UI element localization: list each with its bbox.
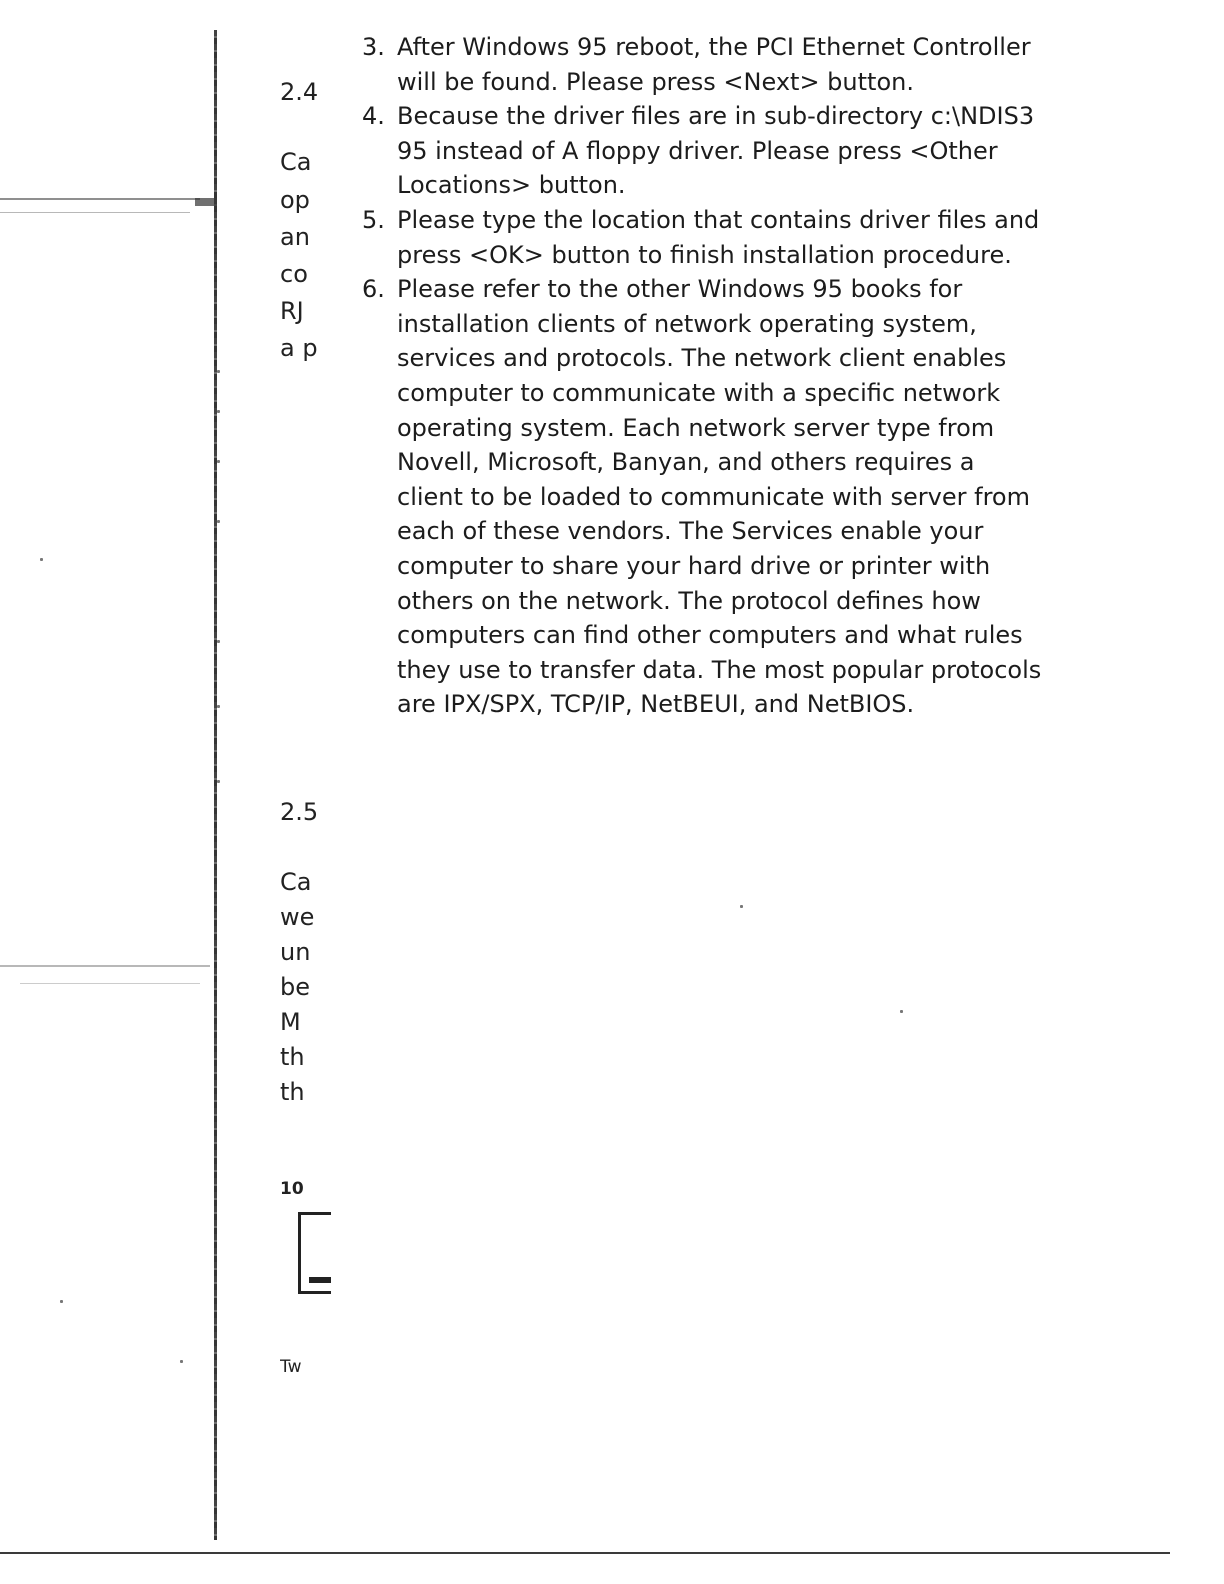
scan-artifact <box>195 198 217 206</box>
step-text-line: 95 instead of A floppy driver. Please press <Other <box>397 136 998 165</box>
step-text-line: they use to transfer data. The most popular protocols <box>397 655 1042 684</box>
step-text-line: Because the driver files are in sub-directory c:\NDIS3 <box>397 102 1035 131</box>
left-fragment-heading: 2.4 <box>280 78 319 106</box>
scan-artifact <box>900 1010 903 1013</box>
step-text-line: Locations> button. <box>397 171 626 200</box>
left-fragment: a p <box>280 334 318 362</box>
installation-steps-list <box>362 30 1102 722</box>
left-fragment: Ca <box>280 148 312 176</box>
left-fragment-caption: Tw <box>280 1357 302 1377</box>
left-fragment: th <box>280 1078 305 1106</box>
left-fragment: Ca <box>280 868 312 896</box>
scan-artifact <box>20 983 200 984</box>
scan-artifact <box>217 780 220 783</box>
step-number: 6. <box>362 275 385 304</box>
scan-artifact <box>0 212 190 213</box>
left-fragment-label: 10 <box>280 1179 304 1199</box>
left-fragment: M <box>280 1008 301 1036</box>
left-fragment: be <box>280 973 310 1001</box>
step-text-line: computer to communicate with a specific network <box>397 378 1001 407</box>
step-text-line: operating system. Each network server type from <box>397 413 995 442</box>
step-number: 5. <box>362 205 385 234</box>
step-text-line: computers can find other computers and what rules <box>397 621 1023 650</box>
scan-artifact <box>0 198 200 200</box>
page-bottom-rule <box>0 1552 1170 1554</box>
step-text-line: installation clients of network operating system, <box>397 309 977 338</box>
scan-artifact <box>60 1300 63 1303</box>
scan-artifact <box>217 410 220 413</box>
scan-artifact <box>40 558 43 561</box>
scan-artifact <box>217 705 220 708</box>
left-fragment: we <box>280 903 315 931</box>
step-text-line: press <OK> button to finish installation procedure. <box>397 240 1012 269</box>
scan-artifact <box>740 905 743 908</box>
step-text-line: others on the network. The protocol defines how <box>397 586 981 615</box>
step-item <box>362 272 1102 722</box>
step-text-line: Novell, Microsoft, Banyan, and others requires a <box>397 448 975 477</box>
step-text-line: services and protocols. The network client enables <box>397 344 1007 373</box>
step-text-line: are IPX/SPX, TCP/IP, NetBEUI, and NetBIOS. <box>397 690 915 719</box>
step-text-line: will be found. Please press <Next> button. <box>397 67 914 96</box>
connector-diagram-detail <box>309 1277 331 1283</box>
scan-artifact <box>217 520 220 523</box>
step-item <box>362 99 1102 203</box>
scan-artifact <box>180 1360 183 1363</box>
step-item <box>362 30 1102 99</box>
left-fragment: op <box>280 186 310 214</box>
step-number: 4. <box>362 102 385 131</box>
left-fragment: un <box>280 938 311 966</box>
step-item <box>362 203 1102 272</box>
step-text-line: computer to share your hard drive or printer with <box>397 551 991 580</box>
binding-edge <box>214 30 217 1540</box>
step-text-line: each of these vendors. The Services enable your <box>397 517 984 546</box>
connector-diagram-fragment <box>298 1212 331 1294</box>
left-fragment: RJ <box>280 297 304 325</box>
scan-artifact <box>217 640 220 643</box>
step-text-line: Please refer to the other Windows 95 books for <box>397 275 963 304</box>
scan-artifact <box>217 370 220 373</box>
left-fragment: an <box>280 223 310 251</box>
step-text-line: client to be loaded to communicate with server from <box>397 482 1030 511</box>
left-fragment: co <box>280 260 308 288</box>
step-text-line: After Windows 95 reboot, the PCI Ethernet Controller <box>397 33 1031 61</box>
step-text-line: Please type the location that contains driver files and <box>397 205 1040 234</box>
left-fragment-heading: 2.5 <box>280 798 319 826</box>
scan-artifact <box>217 460 220 463</box>
scan-artifact <box>0 965 210 967</box>
step-number: 3. <box>362 33 385 61</box>
left-fragment: th <box>280 1043 305 1071</box>
